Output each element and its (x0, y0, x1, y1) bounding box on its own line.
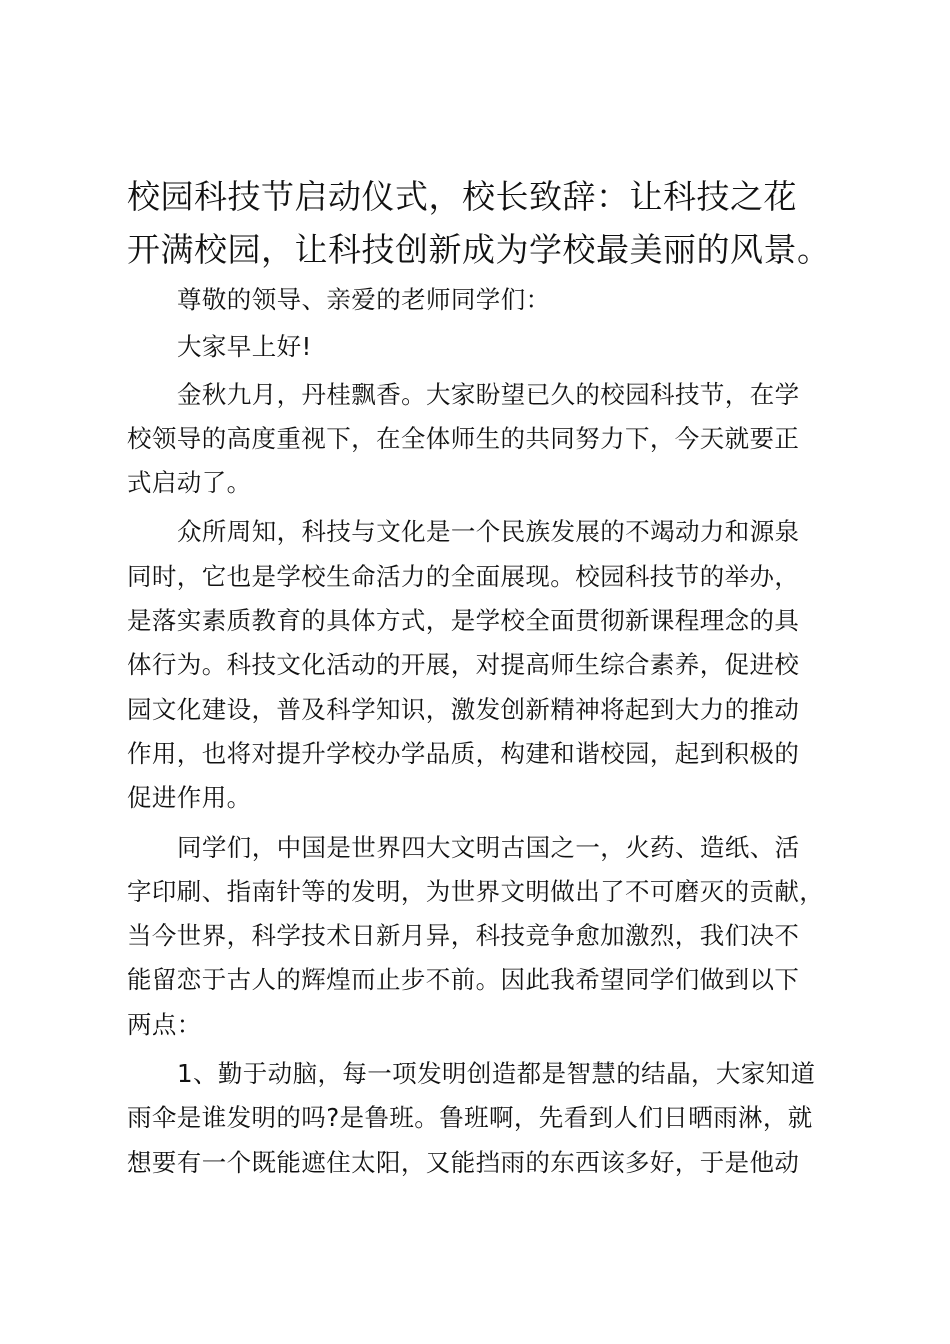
paragraph-line: 作用，也将对提升学校办学品质，构建和谐校园，起到积极的 (127, 738, 800, 768)
paragraph-line: 金秋九月，丹桂飘香。大家盼望已久的校园科技节，在学 (177, 379, 800, 409)
paragraph-students (127, 826, 837, 1047)
document-title (127, 170, 862, 276)
paragraph-line: 能留恋于古人的辉煌而止步不前。因此我希望同学们做到以下 (127, 965, 800, 995)
paragraph-line: 是落实素质教育的具体方式，是学校全面贯彻新课程理念的具 (127, 606, 800, 636)
paragraph-science-culture (127, 510, 837, 820)
paragraph-line: 众所周知，科技与文化是一个民族发展的不竭动力和源泉 (177, 517, 800, 547)
paragraph-line: 1、勤于动脑，每一项发明创造都是智慧的结晶，大家知道 (177, 1059, 816, 1089)
paragraph-line: 促进作用。 (127, 783, 252, 813)
paragraph-point-one (127, 1052, 837, 1185)
paragraph-line: 园文化建设，普及科学知识，激发创新精神将起到大力的推动 (127, 694, 800, 724)
salutation (127, 278, 837, 322)
paragraph-line: 字印刷、指南针等的发明，为世界文明做出了不可磨灭的贡献， (127, 876, 825, 906)
paragraph-line: 同时，它也是学校生命活力的全面展现。校园科技节的举办， (127, 561, 800, 591)
paragraph-line: 体行为。科技文化活动的开展，对提高师生综合素养，促进校 (127, 650, 800, 680)
document-body (127, 278, 837, 1185)
greeting (127, 325, 837, 369)
paragraph-line: 当今世界，科学技术日新月异，科技竞争愈加激烈，我们决不 (127, 921, 800, 951)
paragraph-line: 校领导的高度重视下，在全体师生的共同努力下，今天就要正 (127, 423, 800, 453)
paragraph-line: 式启动了。 (127, 468, 252, 498)
salutation-text: 尊敬的领导、亲爱的老师同学们： (177, 285, 551, 314)
title-line: 校园科技节启动仪式，校长致辞：让科技之花 (127, 177, 797, 216)
title-line: 开满校园，让科技创新成为学校最美丽的风景。 (127, 230, 831, 269)
paragraph-opening (127, 373, 837, 506)
greeting-text: 大家早上好! (177, 332, 312, 362)
paragraph-line: 雨伞是谁发明的吗?是鲁班。鲁班啊，先看到人们日晒雨淋，就 (127, 1103, 813, 1133)
paragraph-line: 想要有一个既能遮住太阳，又能挡雨的东西该多好，于是他动 (127, 1147, 800, 1177)
paragraph-line: 同学们，中国是世界四大文明古国之一，火药、造纸、活 (177, 832, 800, 862)
paragraph-line: 两点： (127, 1009, 202, 1039)
